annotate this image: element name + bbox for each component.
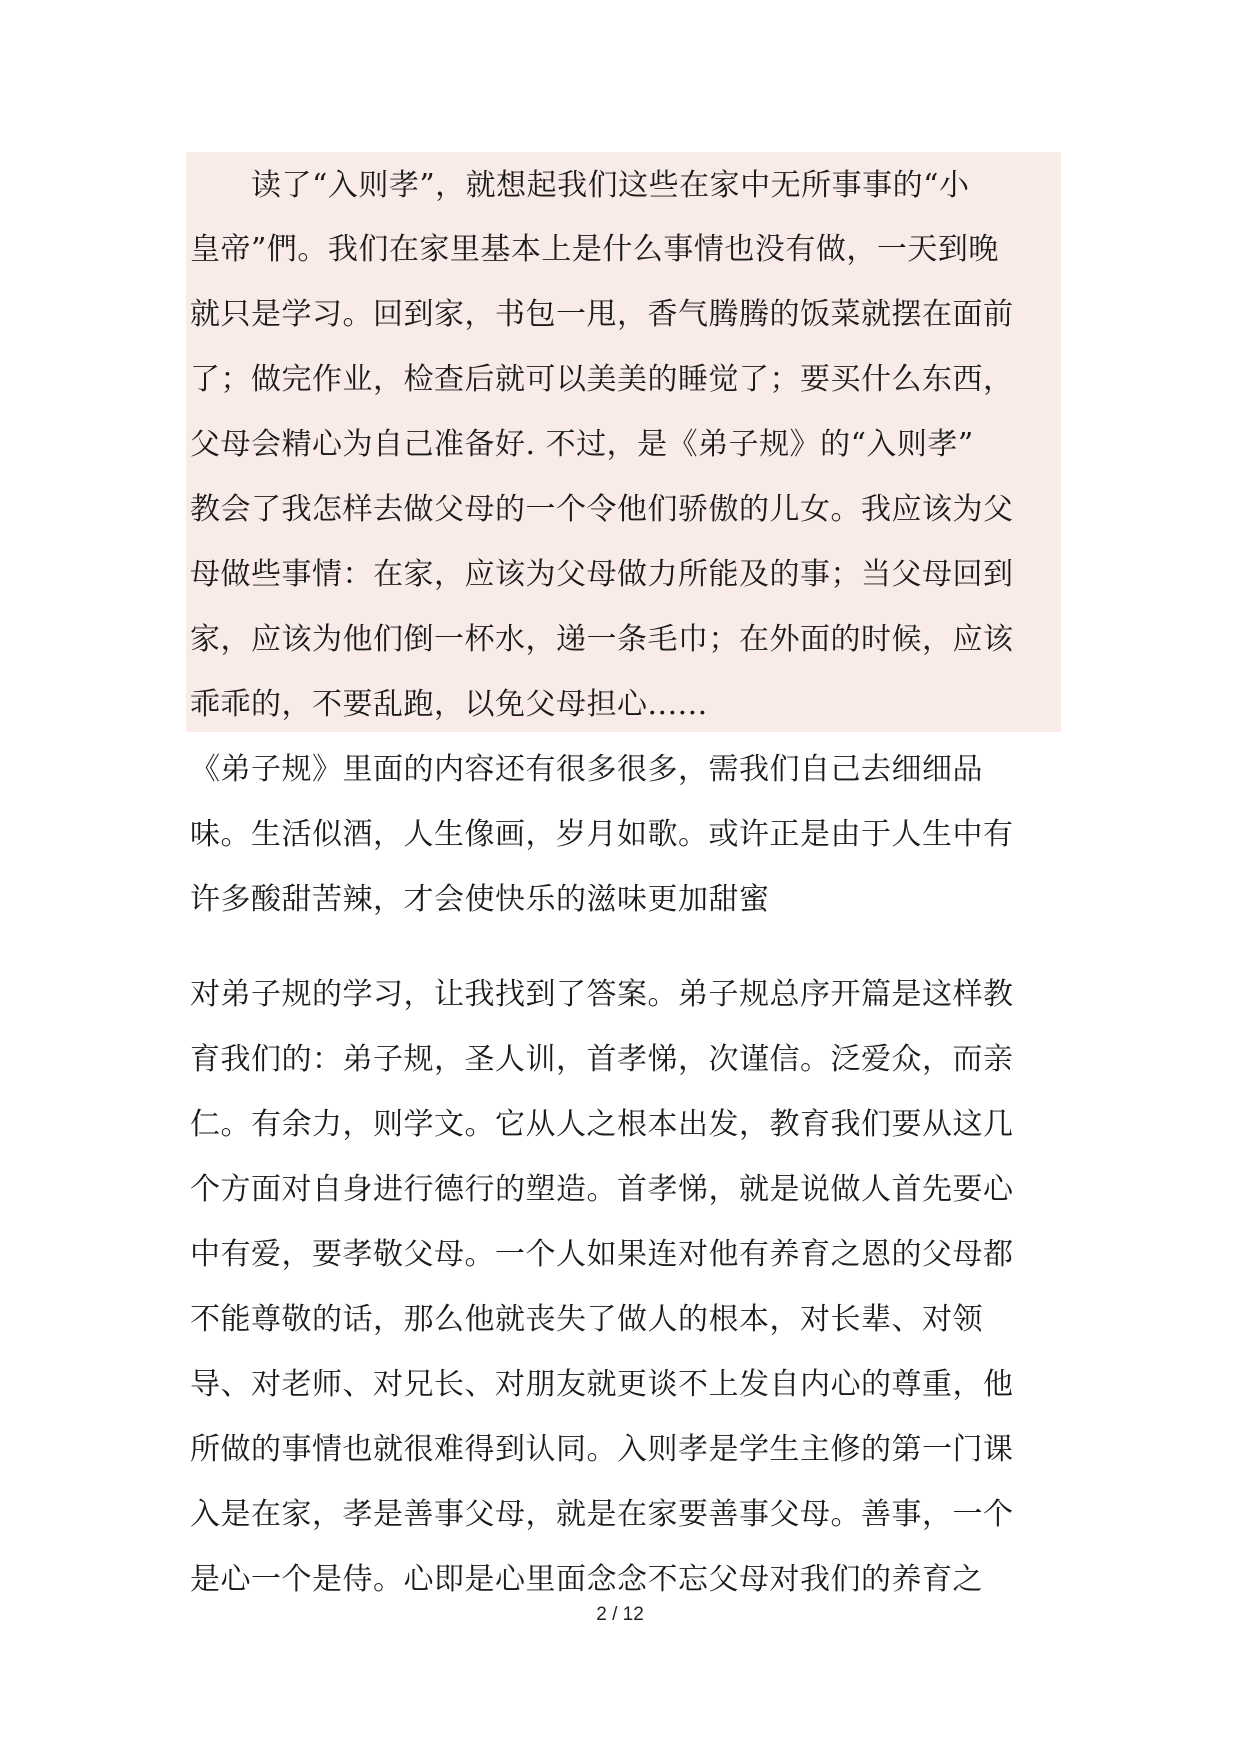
paragraph-line: 中有爱，要孝敬父母。一个人如果连对他有养育之恩的父母都 <box>190 1237 1014 1272</box>
highlighted-paragraph-line: 就只是学习。回到家，书包一甩，香气腾腾的饭菜就摆在面前 <box>190 297 1014 332</box>
highlighted-paragraph-line: 了；做完作业，检查后就可以美美的睡觉了；要买什么东西， <box>190 362 1014 397</box>
highlighted-paragraph-line: 家，应该为他们倒一杯水，递一条毛巾；在外面的时候，应该 <box>190 622 1014 657</box>
paragraph-line: 许多酸甜苦辣，才会使快乐的滋味更加甜蜜 <box>190 882 770 917</box>
paragraph-line: 《弟子规》里面的内容还有很多很多，需我们自己去细细品 <box>190 752 983 787</box>
highlighted-paragraph-line: 皇帝”們。我们在家里基本上是什么事情也没有做，一天到晚 <box>190 232 999 267</box>
highlighted-paragraph-line: 母做些事情：在家，应该为父母做力所能及的事；当父母回到 <box>190 557 1014 592</box>
paragraph-line: 是心一个是侍。心即是心里面念念不忘父母对我们的养育之 <box>190 1562 983 1597</box>
paragraph-line: 育我们的：弟子规，圣人训，首孝悌，次谨信。泛爱众，而亲 <box>190 1042 1014 1077</box>
paragraph-line: 所做的事情也就很难得到认同。入则孝是学生主修的第一门课 <box>190 1432 1014 1467</box>
page-number: 2 / 12 <box>596 1604 644 1625</box>
paragraph-line: 味。生活似酒，人生像画，岁月如歌。或许正是由于人生中有 <box>190 817 1014 852</box>
highlighted-paragraph-line: 乖乖的，不要乱跑，以免父母担心...... <box>190 687 708 722</box>
highlighted-paragraph-line: 教会了我怎样去做父母的一个令他们骄傲的儿女。我应该为父 <box>190 492 1014 527</box>
highlighted-paragraph-line: 读了“入则孝”，就想起我们这些在家中无所事事的“小 <box>190 168 970 203</box>
paragraph-line: 不能尊敬的话，那么他就丧失了做人的根本，对长辈、对领 <box>190 1302 983 1337</box>
paragraph-line: 仁。有余力，则学文。它从人之根本出发，教育我们要从这几 <box>190 1107 1014 1142</box>
paragraph-line: 导、对老师、对兄长、对朋友就更谈不上发自内心的尊重，他 <box>190 1367 1014 1402</box>
highlighted-paragraph-line: 父母会精心为自己准备好. 不过，是《弟子规》的“入则孝” <box>190 427 974 462</box>
paragraph-line: 对弟子规的学习，让我找到了答案。弟子规总序开篇是这样教 <box>190 977 1014 1012</box>
paragraph-line: 个方面对自身进行德行的塑造。首孝悌，就是说做人首先要心 <box>190 1172 1014 1207</box>
paragraph-line: 入是在家，孝是善事父母，就是在家要善事父母。善事，一个 <box>190 1497 1014 1532</box>
